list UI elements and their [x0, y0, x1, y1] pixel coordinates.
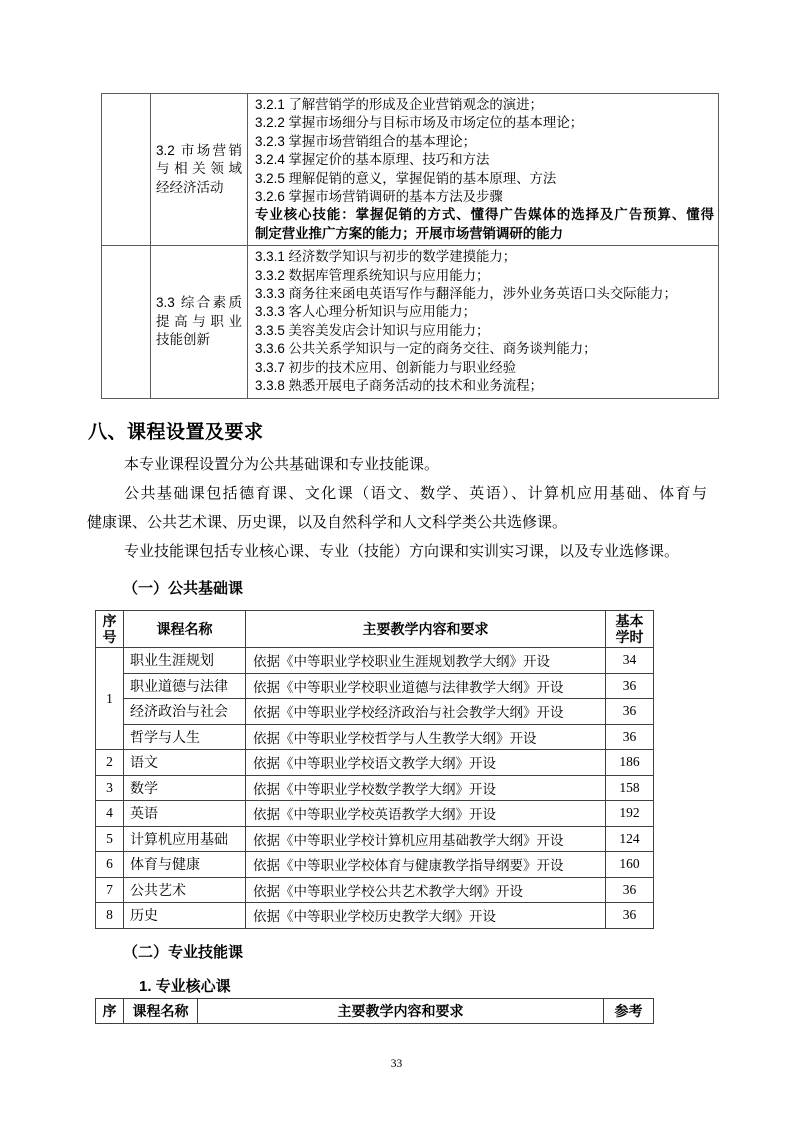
course-name-cell: 英语: [124, 801, 246, 827]
header-seq: 序: [96, 999, 124, 1024]
course-name-cell: 经济政治与社会: [124, 699, 246, 725]
objective-item: 3.2.3 掌握市场营销组合的基本理论；: [255, 133, 476, 149]
competency-row: [102, 246, 719, 398]
course-content-cell: 依据《中等职业学校职业生涯规划教学大纲》开设: [246, 648, 606, 674]
course-row: [96, 775, 654, 801]
objective-item: 3.3.3 商务往来函电英语写作与翻泽能力，涉外业务英语口头交际能力；: [255, 286, 677, 302]
seq-cell: 4: [96, 801, 124, 827]
objective-number: 3.3.8: [255, 378, 289, 394]
objective-number: 3.3.7: [255, 359, 289, 375]
header-content: 主要教学内容和要求: [246, 611, 606, 648]
objective-number: 3.2.3: [255, 133, 289, 149]
seq-cell: 6: [96, 852, 124, 878]
competency-category-cell: [151, 246, 248, 398]
category-line: 3.3 综合素质: [156, 295, 242, 311]
paragraph-line: 健康课、公共艺术课、历史课，以及自然科学和人文科学类公共选修课。: [87, 515, 568, 531]
course-content-cell: 依据《中等职业学校公共艺术教学大纲》开设: [246, 877, 606, 903]
course-name-cell: 历史: [124, 903, 246, 929]
paragraph-line: 公共基础课包括德育课、文化课（语文、数学、英语）、计算机应用基础、体育与: [124, 486, 707, 502]
course-name-cell: 职业道德与法律: [124, 673, 246, 699]
course-hours-cell: 186: [606, 750, 654, 776]
basic-course-table: [95, 610, 654, 929]
course-name-cell: 哲学与人生: [124, 724, 246, 750]
course-row: [96, 673, 654, 699]
course-hours-cell: 36: [606, 724, 654, 750]
category-number: 3.2: [156, 142, 181, 158]
objective-number: 3.2.2: [255, 115, 289, 131]
course-hours-cell: 36: [606, 673, 654, 699]
category-number: 3.3: [156, 295, 181, 311]
paragraph-line: 本专业课程设置分为公共基础课和专业技能课。: [124, 457, 440, 473]
course-content-cell: 依据《中等职业学校职业道德与法律教学大纲》开设: [246, 673, 606, 699]
category-line: 3.2 市场营销: [156, 142, 242, 158]
course-row: [96, 699, 654, 725]
category-line: 提高与职业: [156, 313, 242, 329]
course-row: [96, 852, 654, 878]
header-hours: 基本学时: [606, 611, 654, 648]
core-course-table: [95, 998, 654, 1024]
seq-cell: 8: [96, 903, 124, 929]
subsection-skill-courses: （二）专业技能课: [123, 944, 244, 961]
objective-number: 3.2.5: [255, 170, 289, 186]
header-course-name: 课程名称: [124, 611, 246, 648]
course-name-cell: 职业生涯规划: [124, 648, 246, 674]
objective-item: 3.3.2 数据库管理系统知识与应用能力；: [255, 267, 490, 283]
page-number: 33: [390, 1058, 403, 1070]
header-seq: 序号: [96, 611, 124, 648]
objective-number: 3.3.2: [255, 267, 289, 283]
objective-item: 3.3.6 公共关系学知识与一定的商务交往、商务谈判能力；: [255, 341, 597, 357]
objective-item: 3.2.4 掌握定价的基本原理、技巧和方法: [255, 152, 490, 168]
course-name-cell: 体育与健康: [124, 852, 246, 878]
course-hours-cell: 34: [606, 648, 654, 674]
course-content-cell: 依据《中等职业学校体育与健康教学指导纲要》开设: [246, 852, 606, 878]
course-hours-cell: 36: [606, 903, 654, 929]
objective-number: 3.3.3: [255, 286, 289, 302]
course-row: [96, 877, 654, 903]
basic-table-header-row: [96, 611, 654, 648]
course-row: [96, 750, 654, 776]
objective-item: 3.2.2 掌握市场细分与目标市场及市场定位的基本理论；: [255, 115, 584, 131]
objective-number: 3.2.6: [255, 189, 289, 205]
objective-item: 3.2.5 理解促销的意义，掌握促销的基本原理、方法: [255, 170, 557, 186]
objective-number: 3.2.4: [255, 152, 289, 168]
seq-cell: 7: [96, 877, 124, 903]
course-row: [96, 801, 654, 827]
course-row: [96, 903, 654, 929]
category-line: 与相关领域: [156, 161, 242, 177]
objective-number: 3.3.3: [255, 304, 289, 320]
paragraph-line: 专业技能课包括专业核心课、专业（技能）方向课和实训实习课，以及专业选修课。: [124, 544, 680, 560]
objective-item: 3.3.8 熟悉开展电子商务活动的技术和业务流程；: [255, 378, 543, 394]
objective-item: 3.3.5 美容美发店会计知识与应用能力；: [255, 322, 490, 338]
course-hours-cell: 36: [606, 699, 654, 725]
category-line: 经经济活动: [156, 179, 224, 195]
objective-item: 3.3.1 经济数学知识与初步的数学建摸能力；: [255, 249, 517, 265]
objective-number: 3.3.5: [255, 322, 289, 338]
section-heading: 八、课程设置及要求: [88, 422, 264, 443]
course-content-cell: 依据《中等职业学校哲学与人生教学大纲》开设: [246, 724, 606, 750]
objective-number: 3.2.1: [255, 97, 289, 112]
competency-items-cell: [248, 94, 719, 246]
course-content-cell: 依据《中等职业学校历史教学大纲》开设: [246, 903, 606, 929]
competency-row: [102, 94, 719, 246]
course-name-cell: 公共艺术: [124, 877, 246, 903]
course-hours-cell: 36: [606, 877, 654, 903]
header-course-name: 课程名称: [124, 999, 198, 1024]
header-content: 主要教学内容和要求: [198, 999, 604, 1024]
subsection-core-courses: 1. 专业核心课: [139, 978, 231, 995]
course-content-cell: 依据《中等职业学校计算机应用基础教学大纲》开设: [246, 826, 606, 852]
objective-item: 3.2.1 了解营销学的形成及企业营销观念的演进；: [255, 97, 543, 112]
course-content-cell: 依据《中等职业学校经济政治与社会教学大纲》开设: [246, 699, 606, 725]
course-row: [96, 826, 654, 852]
objective-item: 3.3.3 客人心理分析知识与应用能力；: [255, 304, 476, 320]
body-paragraphs: [87, 451, 707, 567]
objective-item: 3.2.6 掌握市场营销调研的基本方法及步骤: [255, 189, 503, 205]
training-spec-continuation-table: [101, 93, 719, 399]
objective-item: 3.3.7 初步的技术应用、创新能力与职业经验: [255, 359, 517, 375]
course-hours-cell: 124: [606, 826, 654, 852]
course-name-cell: 数学: [124, 775, 246, 801]
basic-table-body: [96, 648, 654, 929]
seq-cell: 3: [96, 775, 124, 801]
course-hours-cell: 192: [606, 801, 654, 827]
course-hours-cell: 160: [606, 852, 654, 878]
objective-number: 3.3.1: [255, 249, 289, 265]
core-skills-note: 专业核心技能：掌握促销的方式、懂得广告媒体的选择及广告预算、懂得: [255, 207, 714, 223]
category-line: 技能创新: [156, 332, 210, 348]
header-reference: 参考: [604, 999, 654, 1024]
competency-category-cell: [151, 94, 248, 246]
course-name-cell: 语文: [124, 750, 246, 776]
course-name-cell: 计算机应用基础: [124, 826, 246, 852]
course-content-cell: 依据《中等职业学校语文教学大纲》开设: [246, 750, 606, 776]
course-row: [96, 724, 654, 750]
competency-items-cell: [248, 246, 719, 398]
course-content-cell: 依据《中等职业学校数学教学大纲》开设: [246, 775, 606, 801]
seq-cell: 5: [96, 826, 124, 852]
continuation-table-body: [102, 94, 719, 399]
course-content-cell: 依据《中等职业学校英语教学大纲》开设: [246, 801, 606, 827]
subsection-basic-courses: （一）公共基础课: [123, 580, 244, 597]
objective-number: 3.3.6: [255, 341, 289, 357]
blank-cell: [102, 94, 151, 246]
seq-cell: 1: [96, 648, 124, 750]
core-table-header-row: [96, 999, 654, 1024]
blank-cell: [102, 246, 151, 398]
seq-cell: 2: [96, 750, 124, 776]
core-skills-note: 制定营业推广方案的能力；开展市场营销调研的能力: [255, 225, 563, 241]
course-hours-cell: 158: [606, 775, 654, 801]
course-row: [96, 648, 654, 674]
